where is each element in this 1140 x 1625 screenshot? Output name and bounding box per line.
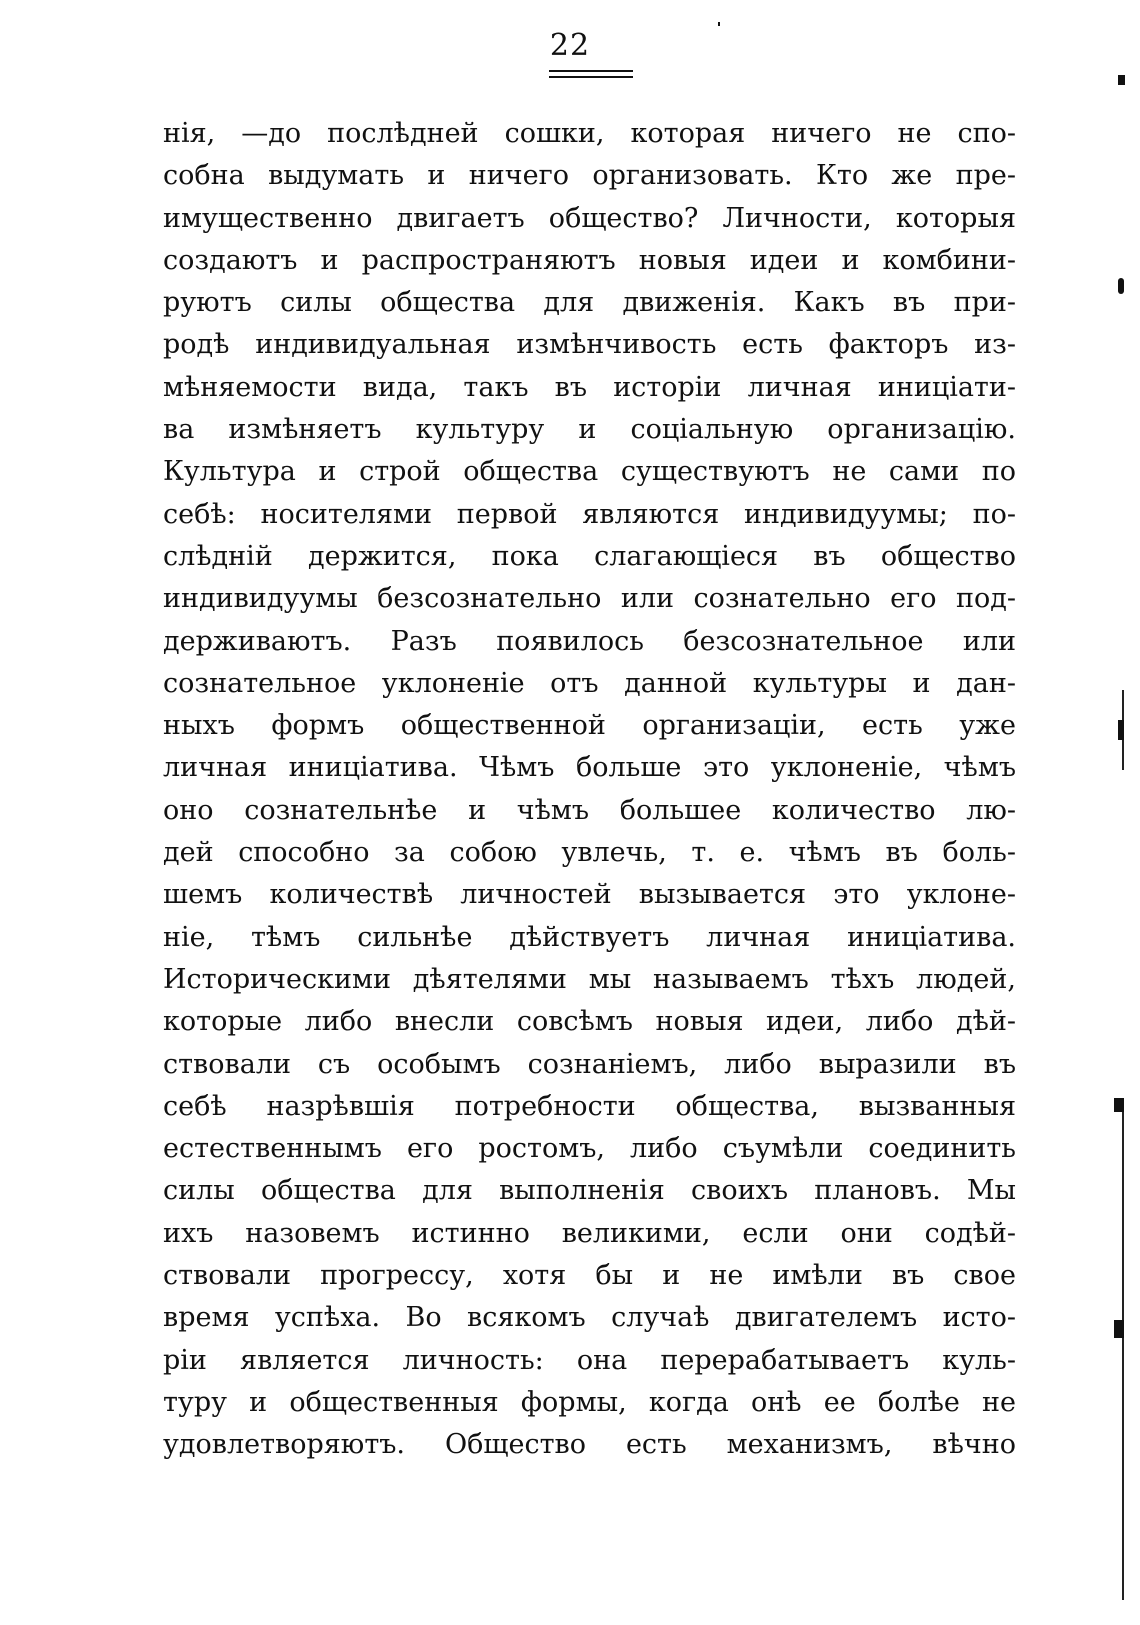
- text-line: сознательное уклоненіе отъ данной культуры и дан-: [163, 667, 1016, 699]
- text-line: родѣ индивидуальная измѣнчивость есть факторъ из-: [163, 329, 1016, 361]
- text-line: слѣдній держится, пока слагающіеся въ общество: [163, 540, 1016, 572]
- text-line: туру и общественныя формы, когда онѣ ее болѣе не: [163, 1386, 1016, 1418]
- text-line: держиваютъ. Разъ появилось безсознательное или: [163, 625, 1016, 657]
- text-line: нія, —до послѣдней сошки, которая ничего не спо-: [163, 118, 1016, 149]
- scan-speck: [1118, 720, 1124, 740]
- text-line: личная иниціатива. Чѣмъ больше это уклоненіе, чѣмъ: [163, 752, 1016, 784]
- scan-speck: [1118, 278, 1124, 294]
- text-line: ныхъ формъ общественной организаціи, есть уже: [163, 710, 1016, 742]
- text-line: Историческими дѣятелями мы называемъ тѣхъ людей,: [163, 963, 1016, 995]
- text-line: ихъ назовемъ истинно великими, если они содѣй-: [163, 1217, 1016, 1249]
- text-line: шемъ количествѣ личностей вызывается это уклоне-: [163, 879, 1016, 911]
- scan-speck: [1114, 1320, 1124, 1338]
- text-line: оно сознательнѣе и чѣмъ большее количество лю-: [163, 794, 1016, 826]
- text-line: индивидуумы безсознательно или сознательно его под-: [163, 583, 1016, 615]
- text-line: ніе, тѣмъ сильнѣе дѣйствуетъ личная иниціатива.: [163, 921, 1016, 953]
- text-line: дей способно за собою увлечь, т. е. чѣмъ въ боль-: [163, 837, 1016, 869]
- text-line: время успѣха. Во всякомъ случаѣ двигателемъ исто-: [163, 1302, 1016, 1334]
- text-line: ствовали съ особымъ сознаніемъ, либо выразили въ: [163, 1048, 1016, 1080]
- text-line: удовлетворяютъ. Общество есть механизмъ, вѣчно: [163, 1429, 1016, 1461]
- text-line: себѣ назрѣвшія потребности общества, вызванныя: [163, 1090, 1016, 1122]
- text-line: которые либо внесли совсѣмъ новыя идеи, либо дѣй-: [163, 1006, 1016, 1038]
- text-line: собна выдумать и ничего организовать. Кто же пре-: [163, 160, 1016, 192]
- text-line: ствовали прогрессу, хотя бы и не имѣли въ свое: [163, 1260, 1016, 1292]
- text-line: мѣняемости вида, такъ въ исторіи личная иниціати-: [163, 371, 1016, 403]
- scan-speck: [1118, 75, 1125, 85]
- scan-speck: [718, 22, 720, 26]
- scan-edge-line: [1122, 1100, 1124, 1600]
- page-number: 22: [549, 28, 591, 63]
- text-line: себѣ: носителями первой являются индивидуумы; по-: [163, 498, 1016, 530]
- text-line: создаютъ и распространяютъ новыя идеи и комбини-: [163, 244, 1016, 276]
- text-line: естественнымъ его ростомъ, либо съумѣли соединить: [163, 1133, 1016, 1165]
- page-number-underline-bottom: [549, 76, 633, 78]
- text-line: силы общества для выполненія своихъ плановъ. Мы: [163, 1175, 1016, 1207]
- text-line: Культура и строй общества существуютъ не сами по: [163, 456, 1016, 488]
- page-number-underline-top: [549, 70, 633, 72]
- body-text: [163, 113, 1016, 1467]
- text-line: ва измѣняетъ культуру и соціальную организацію.: [163, 414, 1016, 446]
- text-line: руютъ силы общества для движенія. Какъ въ при-: [163, 287, 1016, 319]
- text-line: ріи является личность: она перерабатываетъ куль-: [163, 1344, 1016, 1376]
- scan-speck: [1114, 1098, 1124, 1112]
- text-line: имущественно двигаетъ общество? Личности, которыя: [163, 202, 1016, 234]
